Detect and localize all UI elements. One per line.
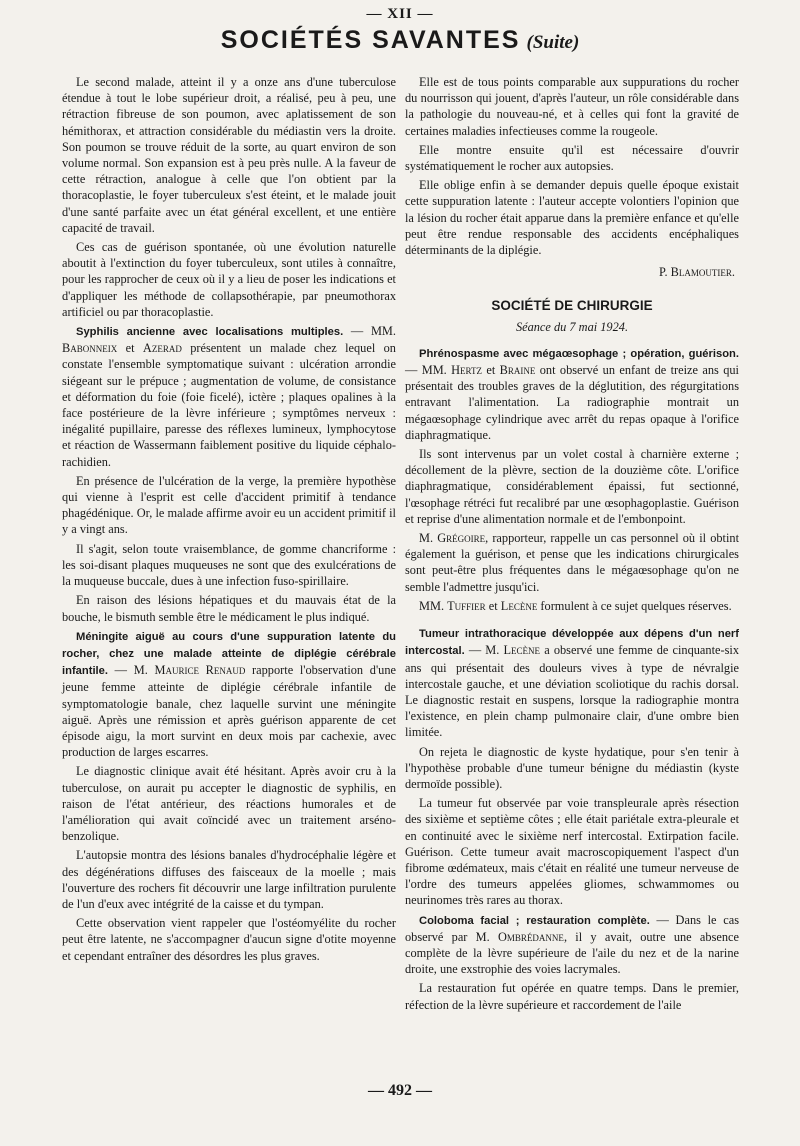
tuffier-paragraph <box>405 598 739 614</box>
paragraph: En raison des lésions hépatiques et du mauvais état de la bouche, le bismuth semble être le médicament le plus indiqué. <box>62 593 396 624</box>
author-name: Tuffier <box>447 598 486 613</box>
paragraph-body: , il y avait, outre une absence complète de la lèvre supérieure de l'aile du nez et de la narine droite, une exstrophie des voies lacrymales. <box>405 929 739 977</box>
paragraph: Il s'agit, selon toute vraisemblance, de gomme chancriforme : les soi-disant plaques muqueuses ne sont que des exulcérations de la muqueuse buccale, dues à une infection fuso-spirillaire. <box>62 541 396 589</box>
paragraph: En présence de l'ulcération de la verge, la première hypothèse qui vienne à l'esprit est celle d'accident primitif à tendance phagédénique. Or, le malade affirme avoir eu un accident primitif il y a vingt ans. <box>62 473 396 537</box>
paragraph-body: a observé une femme de cinquante-six ans qui présentait des douleurs vives à type de névralgie intercostale gauche, et une déviation scoliotique du rachis dorsal. Le diagnostic restait en suspens, lorsque la radiographie montra l'existence, en plein champ pulmonaire clair, d'une ombre bien limitée. <box>405 643 739 740</box>
paragraph: Le diagnostic clinique avait été hésitant. Après avoir cru à la tuberculose, on aurait pu accepter le diagnostic de syphilis, en raison de l'état antérieur, des réactions humorales et de l'amélioration qui avait coïncidé avec un traitement arséno-benzolique. <box>62 764 396 844</box>
phrenospasme-paragraph <box>405 345 739 443</box>
syphilis-heading: Syphilis ancienne avec localisations multiples. <box>76 326 344 339</box>
paragraph: Elle oblige enfin à se demander depuis quelle époque existait cette suppuration latente : l'auteur accepte volontiers l'opinion que la lésion du rocher était apparue dans la première enfance et qu'elle peut être rendue responsable des accidents encéphaliques déterminants de la diplégie. <box>405 178 739 258</box>
left-column <box>62 74 396 967</box>
author-name: Babonneix <box>62 341 118 356</box>
running-folio: — XII — <box>366 6 434 22</box>
meningite-heading: Méningite aiguë au cours d'une suppuration latente du rocher, chez une malade atteinte de diplégie cérébrale infantile. <box>62 630 396 678</box>
author-name: Hertz <box>451 363 482 378</box>
tumeur-heading: Tumeur intrathoracique développée aux dépens d'un nerf intercostal. <box>405 628 739 658</box>
session-date: Séance du 7 mai 1924. <box>515 319 629 334</box>
author-name: Lecène <box>503 643 541 658</box>
paragraph: Cette observation vient rappeler que l'ostéomyélite du rocher peut être latente, ne s'accompagner d'aucun signe d'otite moyenne et cependant entraîner des désordres les plus graves. <box>62 916 396 963</box>
paragraph-body: , rapporteur, rappelle un cas personnel où il obtint également la guérison, et pense que les indications chirurgicales sont peut-être plus fréquentes dans le mégaœsophage qu'on ne semble l'admettre jusqu'ici. <box>405 531 739 594</box>
author-name: Braine <box>499 363 536 378</box>
paragraph: La restauration fut opérée en quatre temps. Dans le premier, réfection de la lèvre supérieure et raccordement de l'aile <box>405 981 739 1012</box>
author-conjunction: et <box>117 341 143 356</box>
syphilis-paragraph <box>62 323 396 470</box>
paragraph-body: ont observé un enfant de treize ans qui présentait des troubles graves de la déglutition, des régurgitations entravant l'alimentation. La radiographie montrait un mégaœsophage cylindrique avec arrêt du repas opaque à l'orifice diaphragmatique. <box>405 363 739 442</box>
author-name: Grégoire <box>437 531 486 546</box>
paragraph: Ils sont intervenus par un volet costal à charnière externe ; décollement de la plèvre, section de la douzième côte. L'orifice diaphragmatique, considérablement épaissi, fut sectionné, l'œsophage rétréci fut recalibré par une œsophagoplastie. Guérison et reprise d'une alimentation normale et de l'embonpoint. <box>405 447 739 526</box>
paragraph: L'autopsie montra des lésions banales d'hydrocéphalie légère et des dégénérations diffuses des faisceaux de la moelle ; mais l'ouverture des rochers fit découvrir une large infiltration purulente de l'un d'eux avec intégrité de la caisse et du tympan. <box>62 848 396 911</box>
author-name: Maurice Renaud <box>154 663 246 678</box>
page-title: SOCIÉTÉS SAVANTES <box>220 26 521 54</box>
meningite-paragraph <box>62 628 396 761</box>
coloboma-paragraph <box>405 912 739 978</box>
paragraph: Ces cas de guérison spontanée, où une évolution naturelle aboutit à l'extinction du foyer tuberculeux, sont utiles à connaître, pour les rapprocher de ceux où il y a lieu de poser les indications et d'appliquer les méthode de collapsothérapie, par pneumothorax artificiel ou par thoracoplastie. <box>62 240 396 319</box>
coloboma-heading: Coloboma facial ; restauration complète. <box>419 914 650 927</box>
author-conjunction: et <box>485 598 501 613</box>
paragraph-body: — Dans le cas observé par M. <box>405 912 739 944</box>
paragraph-body: formulent à ce sujet quelques réserves. <box>537 598 732 613</box>
section-title: SOCIÉTÉ DE CHIRURGIE <box>491 298 653 314</box>
paragraph: Elle montre ensuite qu'il est nécessaire d'ouvrir systématiquement le rocher aux autopsies. <box>405 142 739 174</box>
paragraph-body: présentent un malade chez lequel on constate l'ensemble symptomatique suivant : ulcération arrondie siégeant sur le prépuce ; augmentation de volume, de consistance et déformation du foie (foie ficelé), ictère ; plaques opalines à la face postérieure de la lèvre inférieure ; symptômes nerveux : inégalité pupillaire, paresse des réflexes lumineux, lymphocytose et réaction de Wassermann faiblement positive du liquide céphalo-rachidien. <box>62 341 396 469</box>
gregoire-paragraph <box>405 530 739 595</box>
author-prefix: MM. <box>419 598 448 613</box>
author-prefix: M. <box>419 531 438 546</box>
paragraph: On rejeta le diagnostic de kyste hydatique, pour s'en tenir à l'hypothèse probable d'une tumeur bénigne du médiastin (kyste dermoïde possible). <box>405 744 739 791</box>
paragraph: Elle est de tous points comparable aux suppurations du rocher du nourrisson qui jouent, d'après l'auteur, un rôle considérable dans la pathologie du nouveau-né, et à celles qui font la gravité de certaines maladies infectieuses comme la rougeole. <box>405 75 739 138</box>
signature: P. Blamoutier. <box>659 265 735 280</box>
page-header <box>0 26 800 55</box>
author-prefix: — M. <box>108 663 155 678</box>
author-name: Lecène <box>500 598 538 613</box>
page-number: — 492 — <box>368 1082 432 1099</box>
spacer <box>405 617 739 625</box>
phrenospasme-heading: Phrénospasme avec mégaœsophage ; opération, guérison. <box>419 347 739 360</box>
author-prefix: — MM. <box>343 324 396 339</box>
page-title-suite: (Suite) <box>526 32 580 53</box>
author-prefix: — MM. <box>405 363 452 378</box>
author-conjunction: et <box>482 363 500 378</box>
paragraph: La tumeur fut observée par voie transpleurale après résection des sixième et septième côtes ; elle était pariétale extra-pleurale et en continuité avec le sixième nerf intercostal. Extirpation facile. Guérison. Cette tumeur avait macroscopiquement l'aspect d'un fibrome œdémateux, mais c'était en réalité une tumeur nerveuse de l'ordre des tumeurs appelées gliomes, schwammomes ou neurinomes très rares au thorax. <box>405 796 739 908</box>
author-name: Azerad <box>142 341 182 356</box>
paragraph-body: rapporte l'observation d'une jeune femme atteinte de diplégie cérébrale infantile de symptomatologie banale, chez laquelle survint une méningite aiguë. Après une rémission et après guérison apparente de cet épisode aigu, la mort survint en deux mois par cachexie, avec production de larges escarres. <box>62 663 396 760</box>
paragraph: Le second malade, atteint il y a onze ans d'une tuberculose étendue à tout le lobe supérieur droit, a réalisé, peu à peu, une rétraction fibreuse de son poumon, avec aplatissement de son hémithorax, et attraction considérable du médiastin vers la droite. Son poumon se trouve réduit de la sorte, au quart environ de son volume normal. Son expansion est à peu près nulle. A la faveur de cette rétraction, analogue à celle que l'on obtient par la thoracoplastie, le foyer tuberculeux s'est éteint, et le malade jouit d'une santé parfaite avec un état général excellent, et une entière capacité de travail. <box>62 75 396 235</box>
tumeur-paragraph <box>405 625 739 740</box>
author-prefix: — M. <box>464 643 504 658</box>
author-name: Ombrédanne <box>498 929 564 944</box>
right-column <box>405 74 739 1016</box>
